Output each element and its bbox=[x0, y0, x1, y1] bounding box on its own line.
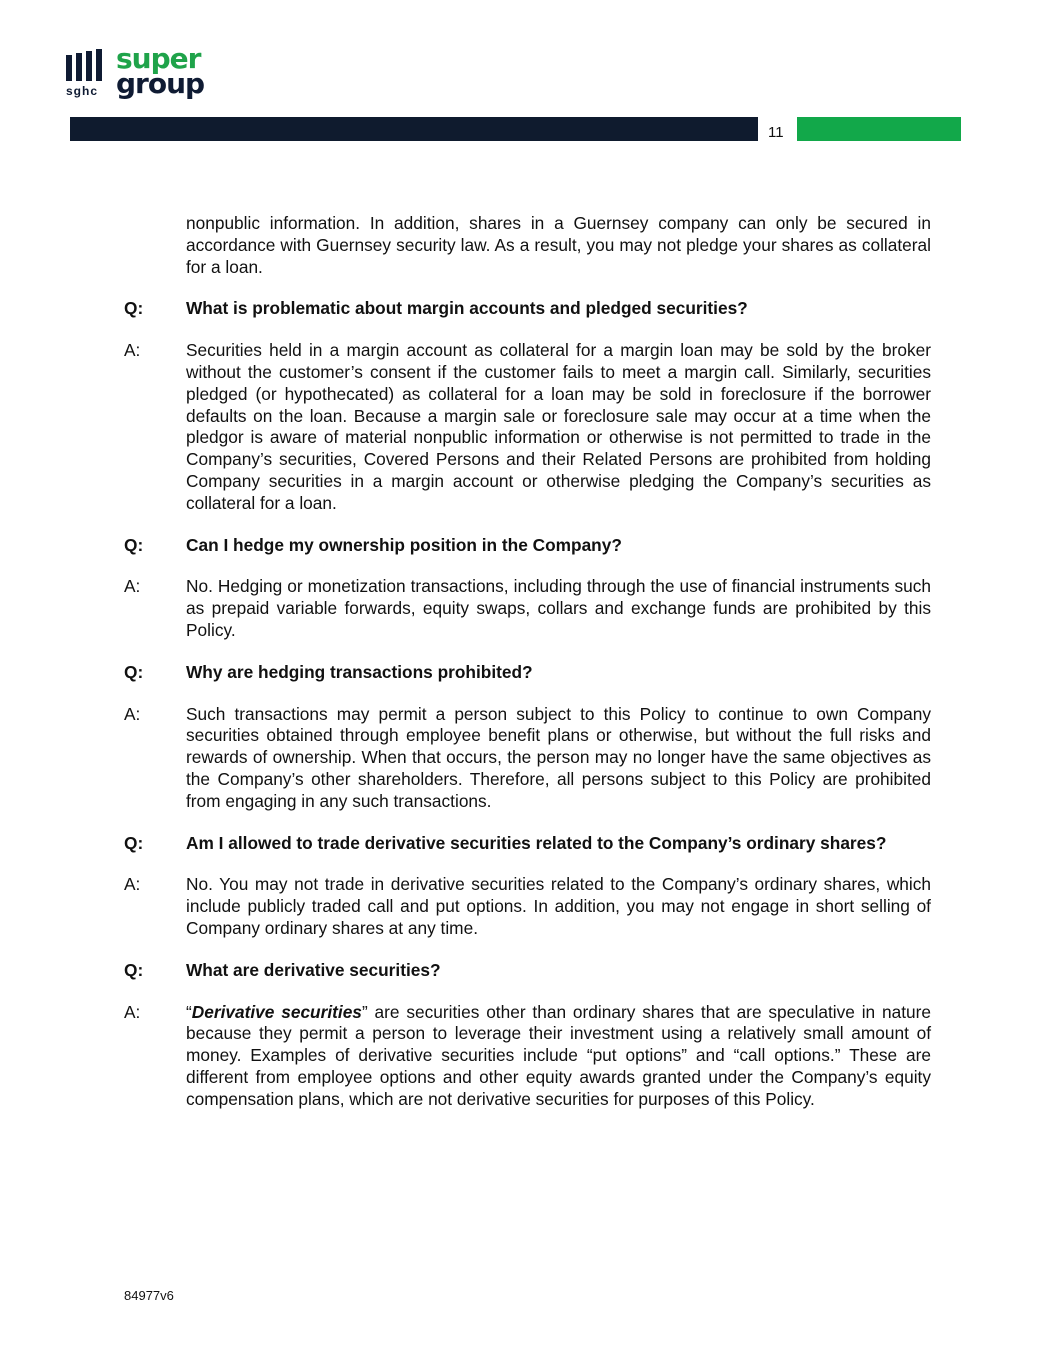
answer-4 bbox=[124, 874, 931, 939]
a-label: A: bbox=[124, 576, 141, 597]
answer-text: No. You may not trade in derivative securities related to the Company’s ordinary shares, which include publicly traded call and put options. In addition, you may not engage in short selling of Company ordinary shares at any time. bbox=[186, 874, 931, 938]
q-label: Q: bbox=[124, 534, 144, 555]
logo-small-text: sghc bbox=[66, 84, 99, 98]
answer-text: No. Hedging or monetization transactions, including through the use of financial instruments such as prepaid variable forwards, equity swaps, collars and exchange funds are prohibited by this Policy. bbox=[186, 576, 931, 640]
question-text: What is problematic about margin accounts and pledged securities? bbox=[186, 298, 748, 319]
answer-text bbox=[186, 1002, 931, 1111]
q-label: Q: bbox=[124, 959, 144, 980]
open-quote: “ bbox=[186, 1001, 192, 1022]
answer-5 bbox=[124, 1002, 931, 1111]
question-4 bbox=[124, 833, 931, 855]
logo-word-group: group bbox=[116, 67, 205, 100]
q-label: Q: bbox=[124, 661, 144, 682]
question-1 bbox=[124, 298, 931, 320]
answer-3 bbox=[124, 704, 931, 813]
answer-text: Such transactions may permit a person subject to this Policy to continue to own Company securities obtained through employee benefit plans or otherwise, but without the full risks and rewards of ownership. When that occurs, the person may no longer have the same objectives as the Company’s other shareholders. Therefore, all persons subject to this Policy are prohibited from engaging in any such transactions. bbox=[186, 703, 931, 811]
defined-term: Derivative securities bbox=[191, 1001, 362, 1022]
continuation-paragraph: nonpublic information. In addition, shares in a Guernsey company can only be secured in accordance with Guernsey security law. As a result, you may not pledge your shares as collateral for a loan. bbox=[186, 213, 931, 277]
answer-1 bbox=[124, 340, 931, 514]
company-logo bbox=[66, 42, 226, 103]
header-dark-band bbox=[70, 117, 758, 141]
document-id: 84977v6 bbox=[124, 1288, 174, 1303]
a-label: A: bbox=[124, 874, 141, 895]
page-number: 11 bbox=[768, 124, 784, 141]
question-text: Why are hedging transactions prohibited? bbox=[186, 661, 533, 682]
document-body bbox=[124, 213, 931, 1131]
a-label: A: bbox=[124, 1001, 141, 1022]
question-text: What are derivative securities? bbox=[186, 959, 441, 980]
question-text: Can I hedge my ownership position in the Company? bbox=[186, 534, 622, 555]
header-green-band bbox=[797, 117, 961, 141]
question-5 bbox=[124, 960, 931, 982]
answer-text: Securities held in a margin account as collateral for a margin loan may be sold by the broker without the customer’s consent if the customer fails to meet a margin call. Similarly, securities pledged (or hypothecated) as collateral for a loan may be sold in foreclosure if the borrower defaults on the loan. Because a margin sale or foreclosure sale may occur at a time when the pledgor is aware of material nonpublic information or otherwise is not permitted to trade in the Company’s securities, Covered Persons and their Related Persons are prohibited from holding Company securities in a margin account or otherwise pledging the Company’s securities as collateral for a loan. bbox=[186, 340, 931, 513]
answer-2 bbox=[124, 576, 931, 641]
question-3 bbox=[124, 662, 931, 684]
question-2 bbox=[124, 535, 931, 557]
a-label: A: bbox=[124, 703, 141, 724]
logo-word-super: super bbox=[116, 42, 201, 75]
logo-bars-icon bbox=[66, 51, 108, 81]
q-label: Q: bbox=[124, 298, 144, 319]
a-label: A: bbox=[124, 340, 141, 361]
q-label: Q: bbox=[124, 832, 144, 853]
answer-rest: ” are securities other than ordinary shares that are speculative in nature because they permit a person to leverage their investment using a relatively small amount of money. Examples of derivative securities include “put options” and “call options.” These are different from employee options and other equity awards granted under the Company’s equity compensation plans, which are not derivative securities for purposes of this Policy. bbox=[186, 1001, 931, 1109]
question-text: Am I allowed to trade derivative securities related to the Company’s ordinary shares? bbox=[186, 832, 887, 853]
